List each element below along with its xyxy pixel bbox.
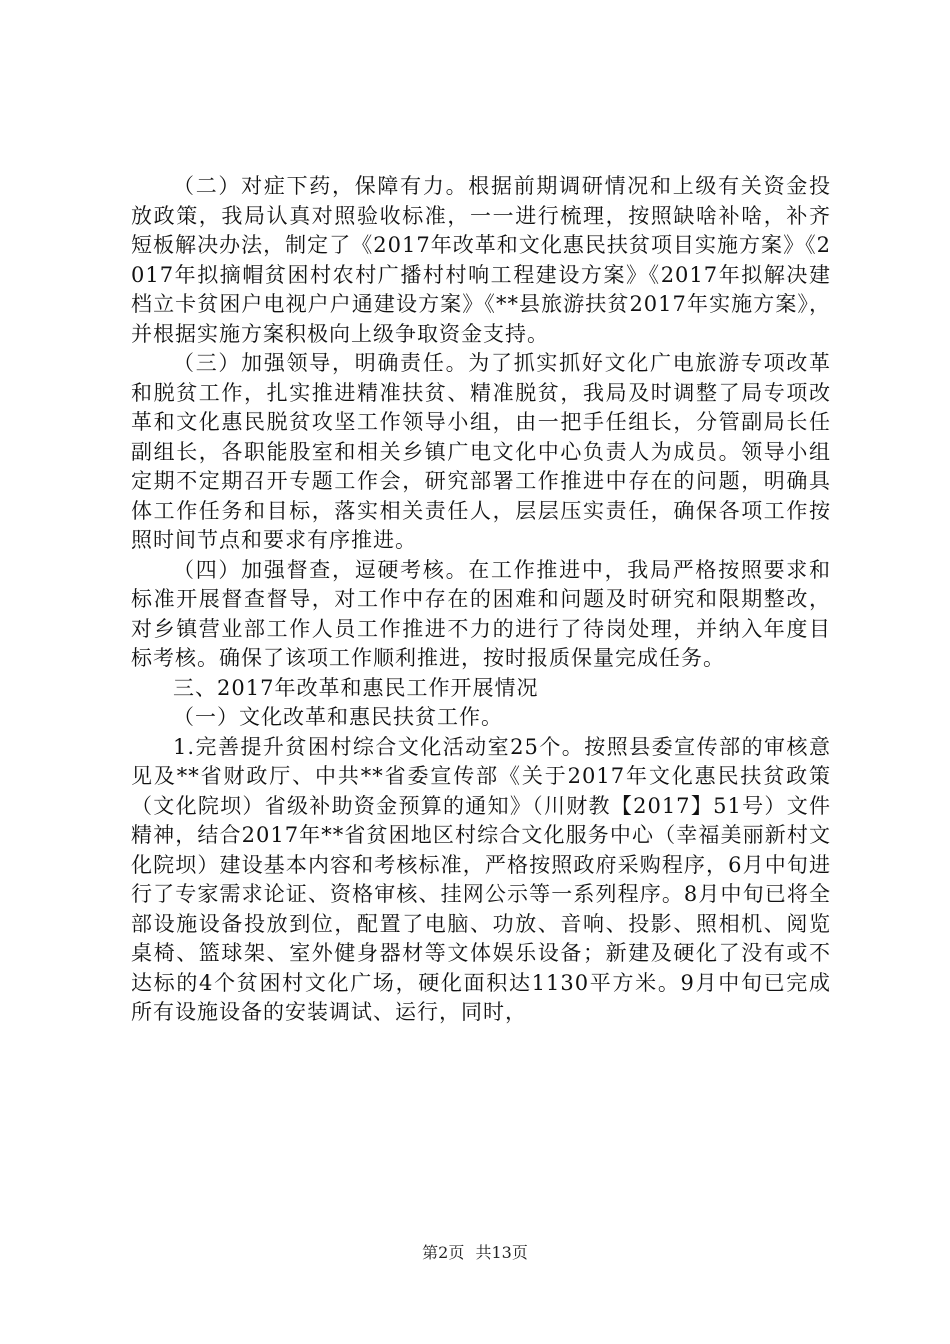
page-total: 共13页 — [475, 1243, 528, 1262]
subsection-heading-1: （一）文化改革和惠民扶贫工作。 — [173, 705, 503, 729]
page-footer — [0, 1240, 950, 1263]
document-body — [131, 172, 831, 1028]
paragraph-section-3: （三）加强领导，明确责任。为了抓实抓好文化广电旅游专项改革和脱贫工作，扎实推进精准扶贫、精准脱贫，我局及时调整了局专项改革和文化惠民脱贫攻坚工作领导小组，由一把手任组长，分管副局长任副组长，各职能股室和相关乡镇广电文化中心负责人为成员。领导小组定期不定期召开专题工作会，研究部署工作推进中存在的问题，明确具体工作任务和目标，落实相关责任人，层层压实责任，确保各项工作按照时间节点和要求有序推进。 — [131, 351, 831, 552]
paragraph-section-4: （四）加强督查，逗硬考核。在工作推进中，我局严格按照要求和标准开展督查督导，对工作中存在的困难和问题及时研究和限期整改，对乡镇营业部工作人员工作推进不力的进行了待岗处理，并纳入年度目标考核。确保了该项工作顺利推进，按时报质保量完成任务。 — [131, 557, 831, 670]
paragraph-section-2: （二）对症下药，保障有力。根据前期调研情况和上级有关资金投放政策，我局认真对照验收标准，一一进行梳理，按照缺啥补啥，补齐短板解决办法，制定了《2017年改革和文化惠民扶贫项目实施方案》《2017年拟摘帽贫困村农村广播村村响工程建设方案》《2017年拟解决建档立卡贫困户电视户户通建设方案》《**县旅游扶贫2017年实施方案》，并根据实施方案积极向上级争取资金支持。 — [131, 174, 831, 346]
paragraph-item-1: 1.完善提升贫困村综合文化活动室25个。按照县委宣传部的审核意见及**省财政厅、中共**省委宣传部《关于2017年文化惠民扶贫政策（文化院坝）省级补助资金预算的通知》（川财教【2017】51号）文件精神，结合2017年**省贫困地区村综合文化服务中心（幸福美丽新村文化院坝）建设基本内容和考核标准，严格按照政府采购程序，6月中旬进行了专家需求论证、资格审核、挂网公示等一系列程序。8月中旬已将全部设施设备投放到位，配置了电脑、功放、音响、投影、照相机、阅览桌椅、篮球架、室外健身器材等文体娱乐设备；新建及硬化了没有或不达标的4个贫困村文化广场，硬化面积达1130平方米。9月中旬已完成所有设施设备的安装调试、运行，同时， — [131, 734, 831, 1024]
page-number: 第2页 — [422, 1243, 465, 1262]
section-heading-3: 三、2017年改革和惠民工作开展情况 — [173, 675, 539, 700]
